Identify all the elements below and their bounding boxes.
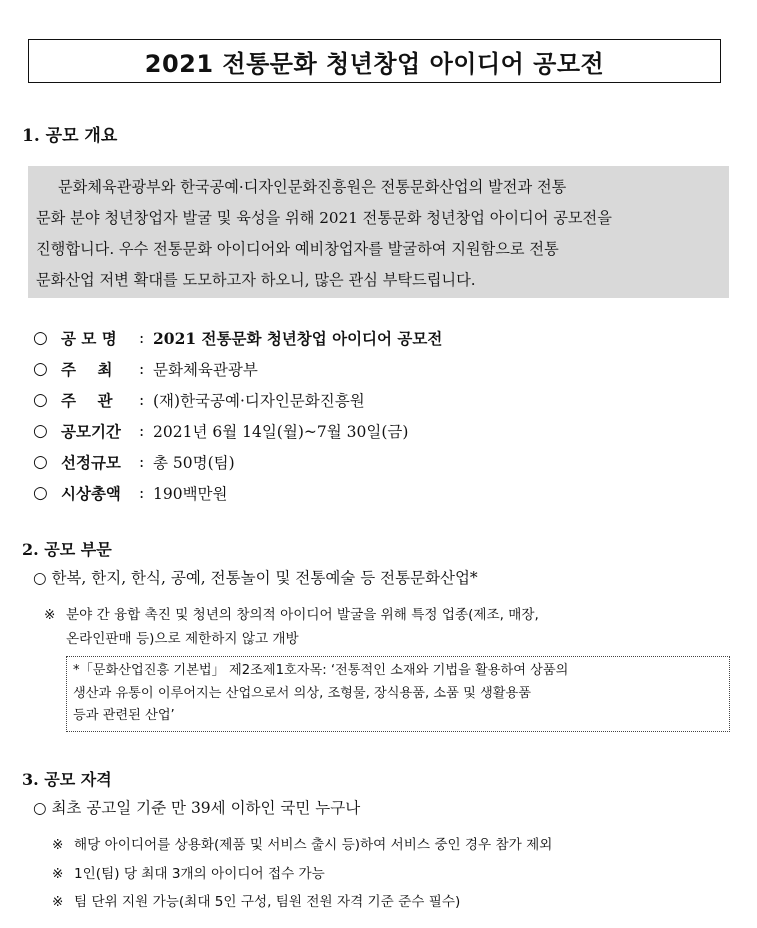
overview-label: 시상총액	[61, 483, 121, 503]
overview-colon: :	[139, 421, 145, 440]
overview-label: 주 최	[61, 359, 113, 379]
section-3-note	[52, 890, 460, 910]
circle-bullet-icon: ○	[33, 482, 48, 503]
overview-value: 2021 전통문화 청년창업 아이디어 공모전	[153, 328, 443, 348]
overview-label: 선정규모	[61, 452, 121, 472]
section-2-item: ○ 한복, 한지, 한식, 공예, 전통놀이 및 전통예술 등 전통문화산업*	[33, 569, 478, 587]
reference-mark-icon: ※	[52, 894, 64, 910]
overview-value: 2021년 6월 14일(월)~7월 30일(금)	[153, 422, 409, 441]
note-continuation: 온라인판매 등)으로 제한하지 않고 개방	[66, 631, 299, 647]
intro-line: 문화 분야 청년창업자 발굴 및 육성을 위해 2021 전통문화 청년창업 아이디어 공모전을	[36, 209, 612, 227]
overview-value: 총 50명(팀)	[153, 453, 235, 472]
overview-item-period	[33, 415, 442, 446]
definition-line: *「문화산업진흥 기본법」 제2조제1호자목: ‘전통적인 소재와 기법을 활용하여 상품의	[73, 663, 569, 678]
overview-label: 공 모 명	[61, 328, 117, 348]
section-1-heading: 1. 공모 개요	[22, 126, 118, 146]
overview-colon: :	[139, 483, 145, 502]
section-2-heading: 2. 공모 부문	[22, 540, 112, 559]
circle-bullet-icon: ○	[33, 327, 48, 348]
overview-colon: :	[139, 452, 145, 471]
overview-colon: :	[139, 390, 145, 409]
overview-value: 190백만원	[153, 484, 228, 503]
section-3-item: ○ 최초 공고일 기준 만 39세 이하인 국민 누구나	[33, 799, 361, 817]
note-text: 해당 아이디어를 상용화(제품 및 서비스 출시 등)하여 서비스 중인 경우 참가 제외	[74, 837, 553, 853]
note-text: 1인(팀) 당 최대 3개의 아이디어 접수 가능	[74, 866, 325, 882]
overview-list	[33, 322, 442, 508]
circle-bullet-icon: ○	[33, 389, 48, 410]
section-2-note	[44, 603, 539, 623]
overview-item-total-prize	[33, 477, 442, 508]
intro-box	[28, 166, 729, 298]
intro-line: 진행합니다. 우수 전통문화 아이디어와 예비창업자를 발굴하여 지원함으로 전통	[36, 240, 559, 258]
overview-item-organizer	[33, 384, 442, 415]
overview-item-selection-size	[33, 446, 442, 477]
intro-line: 문화체육관광부와 한국공예·디자인문화진흥원은 전통문화산업의 발전과 전통	[58, 178, 567, 196]
overview-item-contest-name	[33, 322, 442, 353]
section-3-note	[52, 862, 325, 882]
overview-value: (재)한국공예·디자인문화진흥원	[153, 391, 365, 410]
reference-mark-icon: ※	[44, 607, 56, 623]
definition-line: 생산과 유통이 이루어지는 산업으로서 의상, 조형물, 장식용품, 소품 및 생활용품	[73, 685, 531, 701]
overview-colon: :	[139, 328, 145, 347]
overview-label: 주 관	[61, 390, 113, 410]
overview-label: 공모기간	[61, 421, 121, 441]
section-3-heading: 3. 공모 자격	[22, 770, 112, 789]
intro-line: 문화산업 저변 확대를 도모하고자 하오니, 많은 관심 부탁드립니다.	[36, 271, 476, 289]
section-3-note	[52, 833, 552, 853]
overview-value: 문화체육관광부	[153, 360, 258, 379]
note-text: 팀 단위 지원 가능(최대 5인 구성, 팀원 전원 자격 기준 준수 필수)	[74, 894, 461, 910]
definition-box	[66, 656, 730, 732]
definition-line: 등과 관련된 산업’	[73, 708, 175, 723]
note-text: 분야 간 융합 촉진 및 청년의 창의적 아이디어 발굴을 위해 특정 업종(제조, 매장,	[66, 607, 539, 623]
overview-colon: :	[139, 359, 145, 378]
page-title: 2021 전통문화 청년창업 아이디어 공모전	[28, 39, 721, 83]
circle-bullet-icon: ○	[33, 451, 48, 472]
circle-bullet-icon: ○	[33, 358, 48, 379]
circle-bullet-icon: ○	[33, 420, 48, 441]
overview-item-host	[33, 353, 442, 384]
reference-mark-icon: ※	[52, 837, 64, 853]
reference-mark-icon: ※	[52, 866, 64, 882]
